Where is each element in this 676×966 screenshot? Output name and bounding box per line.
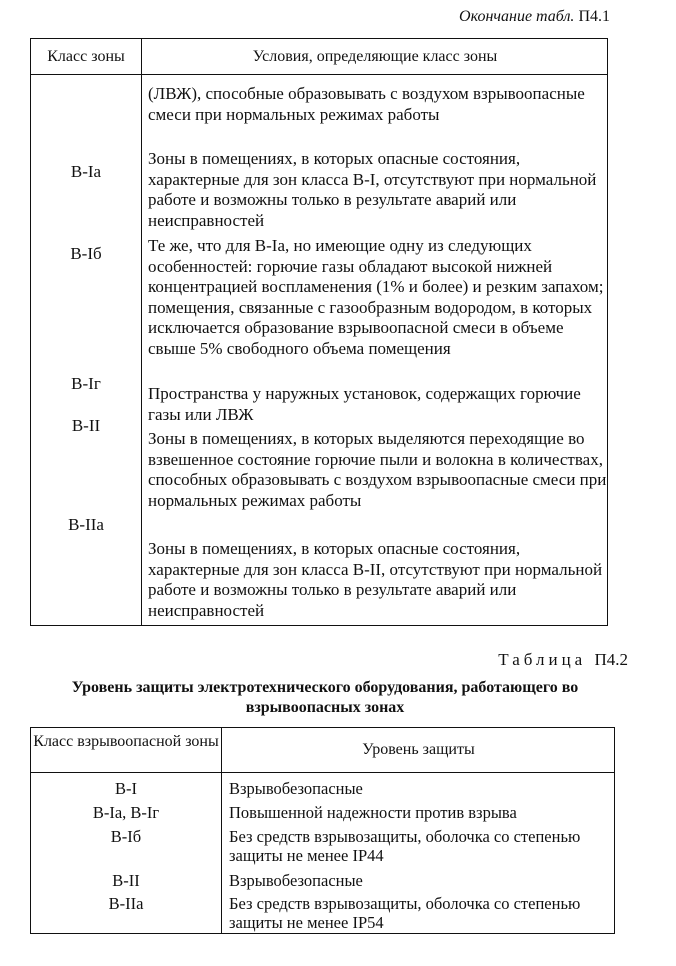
header-zone-class: Класс взрывоопасной зоны bbox=[33, 733, 219, 750]
table-caption: Уровень защиты электротехнического оборудования, работающего во взрывоопасных зонах bbox=[71, 679, 579, 716]
table-row-class: В-Iа bbox=[70, 162, 102, 181]
table-row-class: В-Iб bbox=[110, 827, 142, 846]
table-row-class: В-Iб bbox=[70, 244, 102, 263]
table-label bbox=[498, 650, 628, 670]
table-row-conditions: Зоны в помещениях, в которых выделяются переходящие во взвешенное состояние горючие пыли и волокна в количествах, способных образовывать с воздухом взрывоопасные смеси при нормальных режимах работы bbox=[148, 429, 607, 510]
table-row-conditions: Зоны в помещениях, в которых опасные состояния, характерные для зон класса В-I, отсутствуют при нормальной работе и возможны только в результате аварий или неисправностей bbox=[148, 149, 597, 230]
column-divider bbox=[221, 728, 222, 933]
zone-class-table bbox=[30, 38, 608, 626]
header-protection-level: Уровень защиты bbox=[362, 741, 475, 758]
continuation-text: Окончание табл. bbox=[459, 8, 575, 25]
column-divider bbox=[141, 39, 142, 625]
header-conditions: Условия, определяющие класс зоны bbox=[252, 48, 498, 65]
table-row-class: В-IIа bbox=[108, 894, 144, 913]
table-row-conditions: (ЛВЖ), способные образовывать с воздухом взрывоопасные смеси при нормальных режимах работы bbox=[148, 84, 585, 124]
table-row-level: Взрывобезопасные bbox=[229, 779, 363, 798]
table-row-level: Без средств взрывозащиты, оболочка со степенью защиты не менее IP54 bbox=[229, 894, 581, 932]
table-row-conditions: Пространства у наружных установок, содержащих горючие газы или ЛВЖ bbox=[148, 384, 581, 424]
continuation-table-number: П4.1 bbox=[578, 8, 610, 25]
table-row-conditions: Те же, что для В-Iа, но имеющие одну из следующих особенностей: горючие газы обладают высокой нижней концентрацией воспламенения (1% и более) и резким запахом; помещения, связанные с газообразным водородом, в которых исключается образование взрывоопасной смеси в объеме свыше 5% свободного объема помещения bbox=[148, 236, 604, 358]
table-row-class: В-Iа, В-Iг bbox=[92, 803, 160, 822]
table-label-text: Таблица bbox=[498, 650, 587, 669]
table-row-class: В-IIа bbox=[68, 515, 104, 534]
continuation-title bbox=[459, 8, 610, 26]
table-row-class: В-Iг bbox=[71, 374, 101, 393]
table-row-level: Без средств взрывозащиты, оболочка со степенью защиты не менее IP44 bbox=[229, 827, 581, 865]
protection-level-table bbox=[30, 727, 615, 934]
table-row-class: В-II bbox=[112, 871, 140, 890]
table-row-class: В-I bbox=[115, 779, 137, 798]
table-row-class: В-II bbox=[71, 416, 101, 435]
table-label-number: П4.2 bbox=[594, 650, 628, 669]
table-row-level: Повышенной надежности против взрыва bbox=[229, 803, 517, 822]
header-zone-class: Класс зоны bbox=[47, 48, 125, 65]
table-row-level: Взрывобезопасные bbox=[229, 871, 363, 890]
table-row-conditions: Зоны в помещениях, в которых опасные состояния, характерные для зон класса В-II, отсутствуют при нормальной работе и возможны только в результате аварий или неисправностей bbox=[148, 539, 603, 620]
